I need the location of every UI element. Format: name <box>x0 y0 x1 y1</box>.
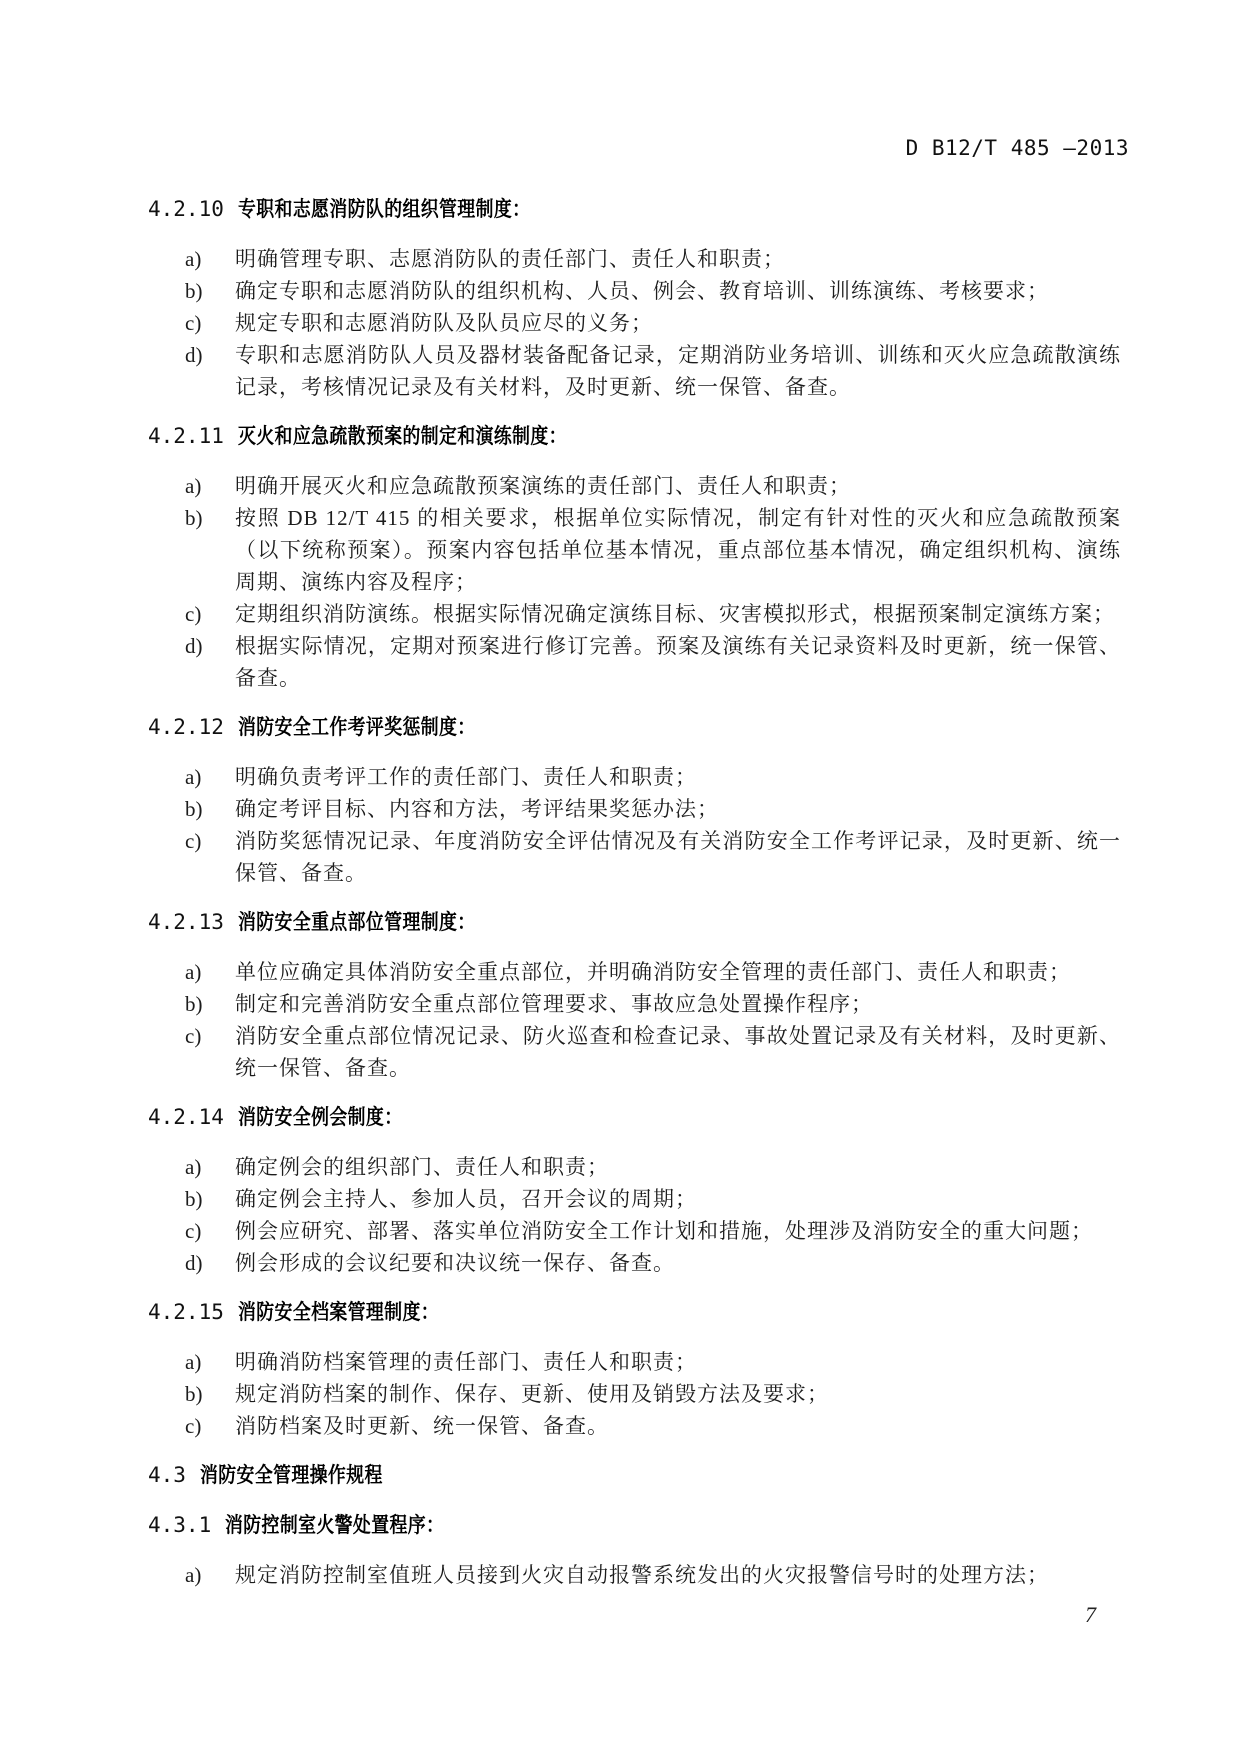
section-heading <box>148 1459 1121 1492</box>
item-text: 规定消防控制室值班人员接到火灾自动报警系统发出的火灾报警信号时的处理方法； <box>235 1563 1049 1587</box>
section <box>148 711 1121 889</box>
item-marker: c) <box>185 1024 202 1048</box>
item-text: 明确开展灭火和应急疏散预案演练的责任部门、责任人和职责； <box>235 474 851 498</box>
item-text: 定期组织消防演练。根据实际情况确定演练目标、灾害模拟形式，根据预案制定演练方案； <box>235 602 1115 626</box>
section-items <box>148 243 1121 403</box>
item-marker: a) <box>185 765 202 789</box>
section-items <box>148 1559 1121 1591</box>
item-marker: a) <box>185 474 202 498</box>
list-item <box>148 1346 1121 1378</box>
section-number: 4.2.11 <box>148 424 224 448</box>
item-text: 消防奖惩情况记录、年度消防安全评估情况及有关消防安全工作考评记录，及时更新、统一保管、备查。 <box>235 829 1121 885</box>
list-item <box>148 1215 1121 1247</box>
item-text: 例会应研究、部署、落实单位消防安全工作计划和措施，处理涉及消防安全的重大问题； <box>235 1219 1093 1243</box>
list-item <box>148 1247 1121 1279</box>
item-marker: c) <box>185 602 202 626</box>
section-title: 消防安全档案管理制度： <box>237 1301 439 1324</box>
section <box>148 420 1121 694</box>
section-heading <box>148 906 1121 939</box>
item-text: 明确管理专职、志愿消防队的责任部门、责任人和职责； <box>235 247 785 271</box>
section <box>148 906 1121 1084</box>
item-marker: a) <box>185 1350 202 1374</box>
item-marker: b) <box>185 1187 203 1211</box>
list-item <box>148 1559 1121 1591</box>
item-text: 确定例会的组织部门、责任人和职责； <box>235 1155 609 1179</box>
item-marker: c) <box>185 1414 202 1438</box>
section-title: 消防安全重点部位管理制度： <box>237 911 476 934</box>
list-item <box>148 1410 1121 1442</box>
list-item <box>148 1378 1121 1410</box>
item-marker: c) <box>185 311 202 335</box>
section-title: 灭火和应急疏散预案的制定和演练制度： <box>237 425 567 448</box>
item-marker: b) <box>185 1382 203 1406</box>
item-text: 专职和志愿消防队人员及器材装备配备记录，定期消防业务培训、训练和灭火应急疏散演练记录，考核情况记录及有关材料，及时更新、统一保管、备查。 <box>235 343 1121 399</box>
item-marker: d) <box>185 1251 203 1275</box>
page-number: 7 <box>1085 1602 1096 1627</box>
document-code: D B12/T 485 —2013 <box>905 136 1129 160</box>
section-number: 4.3.1 <box>148 1513 212 1537</box>
list-item <box>148 825 1121 889</box>
item-text: 消防档案及时更新、统一保管、备查。 <box>235 1414 609 1438</box>
item-marker: a) <box>185 1563 202 1587</box>
section-title: 消防安全管理操作规程 <box>199 1464 383 1487</box>
list-item <box>148 793 1121 825</box>
item-text: 确定专职和志愿消防队的组织机构、人员、例会、教育培训、训练演练、考核要求； <box>235 279 1049 303</box>
section-heading <box>148 193 1121 226</box>
item-text: 确定考评目标、内容和方法，考评结果奖惩办法； <box>235 797 719 821</box>
list-item <box>148 243 1121 275</box>
item-text: 消防安全重点部位情况记录、防火巡查和检查记录、事故处置记录及有关材料，及时更新、统一保管、备查。 <box>235 1024 1121 1080</box>
section-items <box>148 1346 1121 1442</box>
item-marker: a) <box>185 960 202 984</box>
item-marker: c) <box>185 1219 202 1243</box>
section <box>148 1459 1121 1492</box>
section-number: 4.3 <box>148 1463 186 1487</box>
section-title: 消防安全例会制度： <box>237 1106 403 1129</box>
section-heading <box>148 1509 1121 1542</box>
section-number: 4.2.10 <box>148 197 224 221</box>
list-item <box>148 1151 1121 1183</box>
section-title: 消防安全工作考评奖惩制度： <box>237 716 476 739</box>
section-items <box>148 956 1121 1084</box>
item-text: 确定例会主持人、参加人员，召开会议的周期； <box>235 1187 697 1211</box>
list-item <box>148 502 1121 598</box>
item-text: 按照 DB 12/T 415 的相关要求，根据单位实际情况，制定有针对性的灭火和应急疏散预案（以下统称预案）。预案内容包括单位基本情况，重点部位基本情况，确定组织机构、演练周期、演练内容及程序； <box>235 506 1121 594</box>
item-text: 制定和完善消防安全重点部位管理要求、事故应急处置操作程序； <box>235 992 873 1016</box>
item-marker: b) <box>185 506 203 530</box>
section-title: 专职和志愿消防队的组织管理制度： <box>237 198 531 221</box>
item-text: 明确消防档案管理的责任部门、责任人和职责； <box>235 1350 697 1374</box>
list-item <box>148 630 1121 694</box>
item-marker: d) <box>185 634 203 658</box>
list-item <box>148 1183 1121 1215</box>
section-items <box>148 470 1121 694</box>
item-marker: d) <box>185 343 203 367</box>
item-text: 规定专职和志愿消防队及队员应尽的义务； <box>235 311 653 335</box>
item-marker: b) <box>185 992 203 1016</box>
section-heading <box>148 420 1121 453</box>
section-number: 4.2.13 <box>148 910 224 934</box>
section-number: 4.2.14 <box>148 1105 224 1129</box>
item-text: 单位应确定具体消防安全重点部位，并明确消防安全管理的责任部门、责任人和职责； <box>235 960 1071 984</box>
item-marker: a) <box>185 247 202 271</box>
item-text: 规定消防档案的制作、保存、更新、使用及销毁方法及要求； <box>235 1382 829 1406</box>
item-marker: a) <box>185 1155 202 1179</box>
section <box>148 1296 1121 1442</box>
section <box>148 1509 1121 1591</box>
list-item <box>148 598 1121 630</box>
section <box>148 1101 1121 1279</box>
document-body <box>148 193 1121 1591</box>
item-text: 根据实际情况，定期对预案进行修订完善。预案及演练有关记录资料及时更新，统一保管、备查。 <box>235 634 1121 690</box>
section-heading <box>148 1296 1121 1329</box>
section-items <box>148 1151 1121 1279</box>
list-item <box>148 339 1121 403</box>
item-marker: b) <box>185 797 203 821</box>
item-text: 明确负责考评工作的责任部门、责任人和职责； <box>235 765 697 789</box>
section-heading <box>148 711 1121 744</box>
list-item <box>148 470 1121 502</box>
section-items <box>148 761 1121 889</box>
section-title: 消防控制室火警处置程序： <box>225 1514 445 1537</box>
list-item <box>148 275 1121 307</box>
section-number: 4.2.12 <box>148 715 224 739</box>
list-item <box>148 307 1121 339</box>
section-heading <box>148 1101 1121 1134</box>
item-text: 例会形成的会议纪要和决议统一保存、备查。 <box>235 1251 675 1275</box>
item-marker: c) <box>185 829 202 853</box>
list-item <box>148 956 1121 988</box>
list-item <box>148 1020 1121 1084</box>
list-item <box>148 988 1121 1020</box>
section <box>148 193 1121 403</box>
section-number: 4.2.15 <box>148 1300 224 1324</box>
list-item <box>148 761 1121 793</box>
item-marker: b) <box>185 279 203 303</box>
